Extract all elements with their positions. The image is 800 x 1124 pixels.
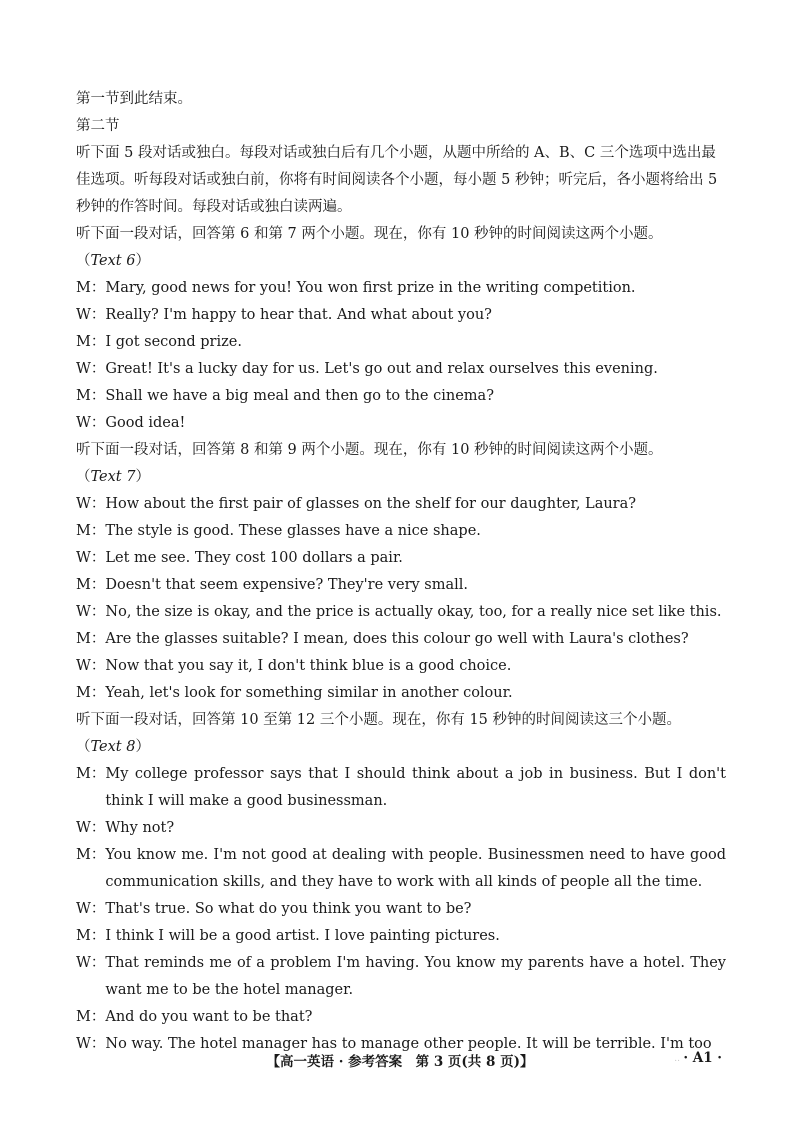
dialog-line	[76, 950, 726, 1004]
text-number: Text 8	[90, 739, 136, 755]
speaker-label: W：	[76, 658, 106, 674]
speaker-label: W：	[76, 496, 106, 512]
dialog-line	[76, 1004, 726, 1031]
dialog-line	[76, 302, 726, 329]
speaker-label: W：	[76, 901, 106, 917]
utterance-text: No, the size is okay, and the price is actually okay, too, for a really nice set like this.	[105, 604, 722, 620]
utterance-text: Great! It's a lucky day for us. Let's go out and relax ourselves this evening.	[105, 361, 658, 377]
utterance-text: No way. The hotel manager has to manage other people. It will be terrible. I'm too	[105, 1036, 712, 1052]
dialog-line	[76, 518, 726, 545]
dialog-line	[76, 842, 726, 896]
dialog-line	[76, 653, 726, 680]
dialog-line	[76, 545, 726, 572]
utterance-text: I think I will be a good artist. I love painting pictures.	[105, 928, 500, 944]
footer-version-code: · A1 ·	[683, 1050, 722, 1066]
text-section-label	[76, 734, 726, 761]
speaker-label: W：	[76, 307, 106, 323]
dialog-line	[76, 815, 726, 842]
utterance-text: Are the glasses suitable? I mean, does this colour go well with Laura's clothes?	[105, 631, 689, 647]
dialog-line	[76, 761, 726, 815]
open-paren: （	[76, 469, 91, 485]
dialog-line	[76, 410, 726, 437]
speaker-label: W：	[76, 415, 106, 431]
speaker-label: M：	[76, 766, 106, 782]
text-section-label	[76, 248, 726, 275]
speaker-label: W：	[76, 550, 106, 566]
utterance-text: And do you want to be that?	[105, 1009, 313, 1025]
speaker-label: M：	[76, 334, 106, 350]
speaker-label: W：	[76, 604, 106, 620]
dialog-line	[76, 923, 726, 950]
dialog-line	[76, 491, 726, 518]
footer-page-info: 【高一英语 · 参考答案 第 3 页(共 8 页)】	[266, 1054, 534, 1070]
speaker-label: W：	[76, 361, 106, 377]
utterance-text: Why not?	[105, 820, 175, 836]
text-number: Text 6	[90, 253, 136, 269]
utterance-text: Shall we have a big meal and then go to the cinema?	[105, 388, 494, 404]
dialog-line	[76, 383, 726, 410]
utterance-text: That's true. So what do you think you want to be?	[105, 901, 472, 917]
instruction-line: 听下面一段对话，回答第 8 和第 9 两个小题。现在，你有 10 秒钟的时间阅读这两个小题。	[76, 442, 663, 458]
open-paren: （	[76, 253, 91, 269]
dialog-line	[76, 599, 726, 626]
utterance-text: The style is good. These glasses have a nice shape.	[105, 523, 481, 539]
close-paren: ）	[135, 469, 150, 485]
open-paren: （	[76, 739, 91, 755]
speaker-label: M：	[76, 280, 106, 296]
speaker-label: W：	[76, 820, 106, 836]
utterance-text: That reminds me of a problem I'm having. You know my parents have a hotel. They want me to be the hotel manager.	[105, 955, 726, 998]
dialog-line	[76, 626, 726, 653]
instruction-line: 第一节到此结束。	[76, 91, 192, 107]
dialog-line	[76, 896, 726, 923]
utterance-text: How about the first pair of glasses on the shelf for our daughter, Laura?	[105, 496, 637, 512]
instruction-line: 听下面一段对话，回答第 10 至第 12 三个小题。现在，你有 15 秒钟的时间阅读这三个小题。	[76, 712, 682, 728]
instruction-paragraph: 听下面 5 段对话或独白。每段对话或独白后有几个小题，从题中所给的 A、B、C 三个选项中选出最佳选项。听每段对话或独白前，你将有时间阅读各个小题，每小题 5 秒钟；听完后，各小题将给出 5 秒钟的作答时间。每段对话或独白读两遍。	[76, 145, 718, 215]
instruction-line: 听下面一段对话，回答第 6 和第 7 两个小题。现在，你有 10 秒钟的时间阅读这两个小题。	[76, 226, 663, 242]
dialog-line	[76, 680, 726, 707]
speaker-label: M：	[76, 685, 106, 701]
close-paren: ）	[135, 739, 150, 755]
utterance-text: Doesn't that seem expensive? They're very small.	[105, 577, 469, 593]
utterance-text: Let me see. They cost 100 dollars a pair.	[105, 550, 403, 566]
utterance-text: Mary, good news for you! You won first prize in the writing competition.	[105, 280, 636, 296]
speaker-label: M：	[76, 523, 106, 539]
document-body	[76, 86, 726, 1058]
dialog-line	[76, 275, 726, 302]
text-number: Text 7	[90, 469, 136, 485]
close-paren: ）	[135, 253, 150, 269]
speaker-label: M：	[76, 847, 106, 863]
footer-faint-mark: ..	[674, 1054, 680, 1064]
dialog-line	[76, 356, 726, 383]
speaker-label: M：	[76, 631, 106, 647]
speaker-label: M：	[76, 1009, 106, 1025]
page-footer	[0, 1050, 800, 1074]
speaker-label: M：	[76, 577, 106, 593]
utterance-text: My college professor says that I should think about a job in business. But I don't think I will make a good businessman.	[105, 766, 726, 809]
utterance-text: You know me. I'm not good at dealing with people. Businessmen need to have good communication skills, and they have to work with all kinds of people all the time.	[105, 847, 726, 890]
utterance-text: Yeah, let's look for something similar in another colour.	[105, 685, 513, 701]
instruction-line: 第二节	[76, 118, 120, 134]
dialog-line	[76, 572, 726, 599]
speaker-label: M：	[76, 928, 106, 944]
utterance-text: Really? I'm happy to hear that. And what about you?	[105, 307, 492, 323]
utterance-text: Good idea!	[105, 415, 186, 431]
utterance-text: Now that you say it, I don't think blue is a good choice.	[105, 658, 512, 674]
speaker-label: W：	[76, 955, 106, 971]
dialog-line	[76, 329, 726, 356]
speaker-label: W：	[76, 1036, 106, 1052]
speaker-label: M：	[76, 388, 106, 404]
text-section-label	[76, 464, 726, 491]
utterance-text: I got second prize.	[105, 334, 242, 350]
